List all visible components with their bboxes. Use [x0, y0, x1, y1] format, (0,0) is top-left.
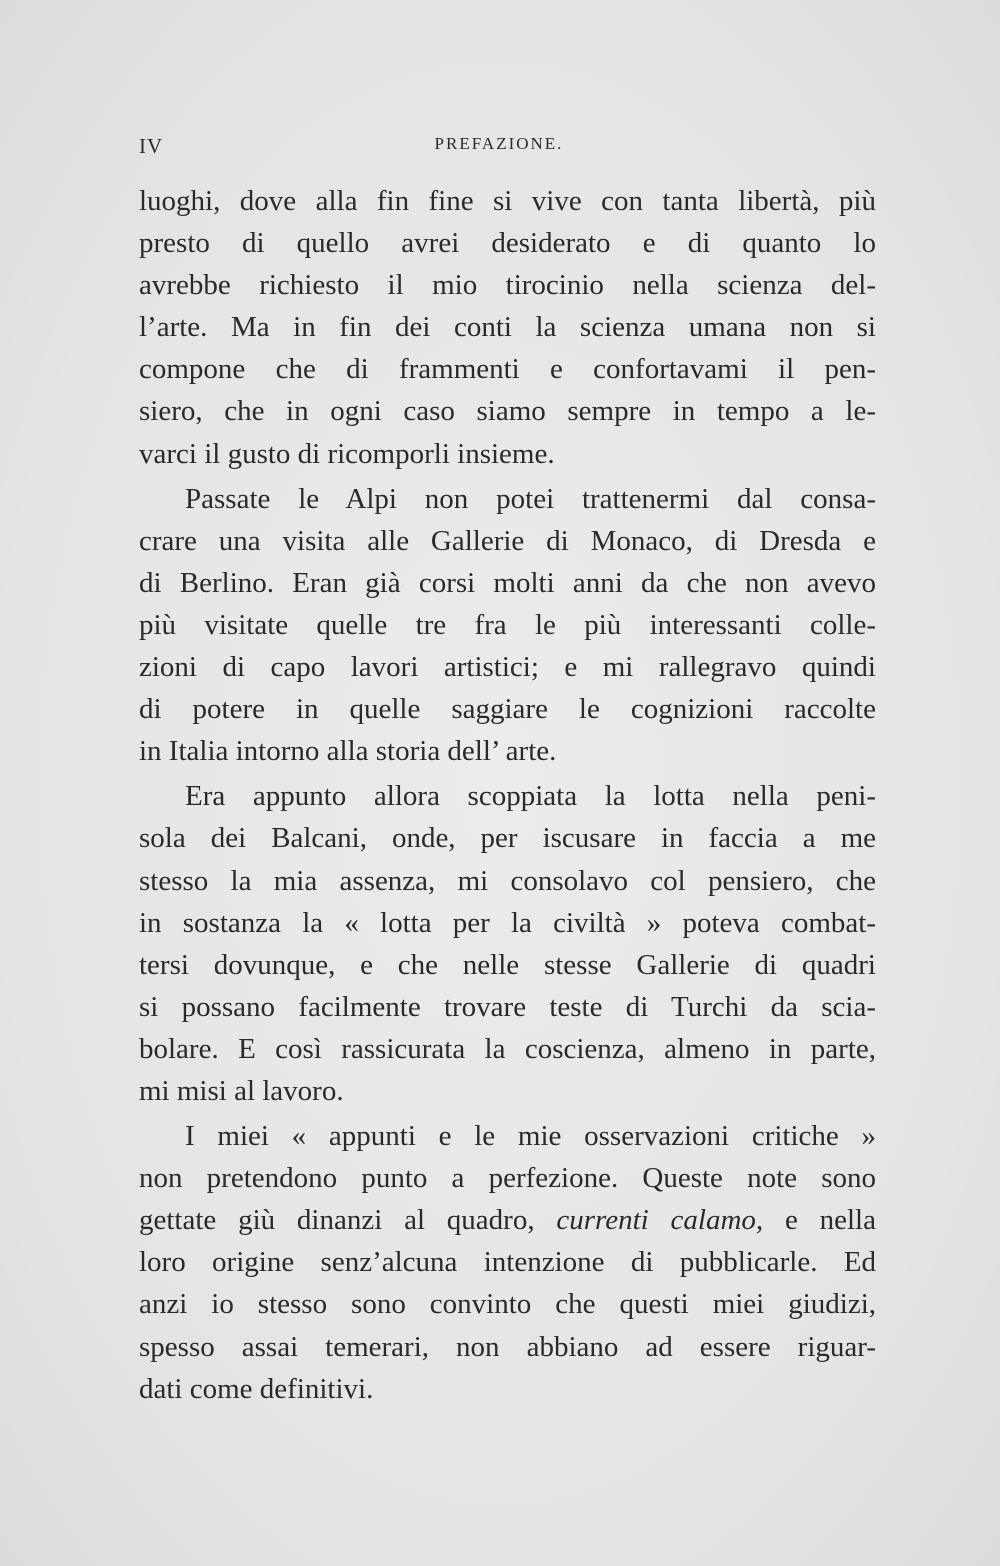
text-line: siero, che in ogni caso siamo sempre in tempo a le-: [139, 395, 876, 428]
text-line-with-italic: [139, 1199, 876, 1241]
text-line: crare una visita alle Gallerie di Monaco, di Dresda e: [139, 524, 876, 557]
text-line: spesso assai temerari, non abbiano ad essere riguar-: [139, 1330, 876, 1363]
text-run: gettate giù dinanzi al quadro,: [139, 1204, 557, 1237]
text-line: di potere in quelle saggiare le cognizioni raccolte: [139, 693, 876, 726]
text-line: anzi io stesso sono convinto che questi miei giudizi,: [139, 1288, 876, 1321]
text-line: compone che di frammenti e confortavami il pen-: [139, 353, 876, 386]
paragraph-4: [139, 1115, 876, 1410]
text-line: dati come definitivi.: [139, 1372, 374, 1405]
text-line: di Berlino. Eran già corsi molti anni da che non avevo: [139, 566, 876, 599]
body-text: [139, 180, 876, 1410]
text-line: loro origine senz’alcuna intenzione di pubblicarle. Ed: [139, 1246, 876, 1279]
text-line: più visitate quelle tre fra le più interessanti colle-: [139, 608, 876, 641]
text-line: zioni di capo lavori artistici; e mi rallegravo quindi: [139, 651, 876, 684]
text-line: non pretendono punto a perfezione. Queste note sono: [139, 1162, 876, 1195]
running-head: [139, 134, 879, 158]
text-line: si possano facilmente trovare teste di Turchi da scia-: [139, 990, 876, 1023]
text-line: in Italia intorno alla storia dell’ arte.: [139, 735, 557, 768]
text-run: e nella: [763, 1204, 876, 1237]
paragraph-1: [139, 180, 876, 475]
running-title: PREFAZIONE.: [434, 134, 564, 153]
paragraph-3: [139, 775, 876, 1112]
paragraph-2: [139, 478, 876, 773]
text-line: bolare. E così rassicurata la coscienza, almeno in parte,: [139, 1032, 876, 1065]
text-line: I miei « appunti e le mie osservazioni critiche »: [185, 1120, 876, 1153]
italic-phrase: currenti calamo,: [556, 1204, 764, 1237]
text-line: varci il gusto di ricomporli insieme.: [139, 437, 555, 470]
text-line: presto di quello avrei desiderato e di quanto lo: [139, 227, 876, 260]
text-line: avrebbe richiesto il mio tirocinio nella scienza del-: [139, 269, 876, 302]
text-line: tersi dovunque, e che nelle stesse Gallerie di quadri: [139, 948, 876, 981]
text-line: stesso la mia assenza, mi consolavo col pensiero, che: [139, 864, 876, 897]
text-line: l’arte. Ma in fin dei conti la scienza umana non si: [139, 311, 876, 344]
page-number: IV: [139, 134, 164, 158]
text-line: mi misi al lavoro.: [139, 1074, 344, 1107]
text-line: Passate le Alpi non potei trattenermi dal consa-: [185, 482, 876, 515]
text-line: luoghi, dove alla fin fine si vive con tanta libertà, più: [139, 185, 876, 217]
text-line: in sostanza la « lotta per la civiltà » poteva combat-: [139, 906, 876, 939]
text-line: sola dei Balcani, onde, per iscusare in faccia a me: [139, 822, 876, 855]
text-line: Era appunto allora scoppiata la lotta nella peni-: [185, 780, 876, 813]
